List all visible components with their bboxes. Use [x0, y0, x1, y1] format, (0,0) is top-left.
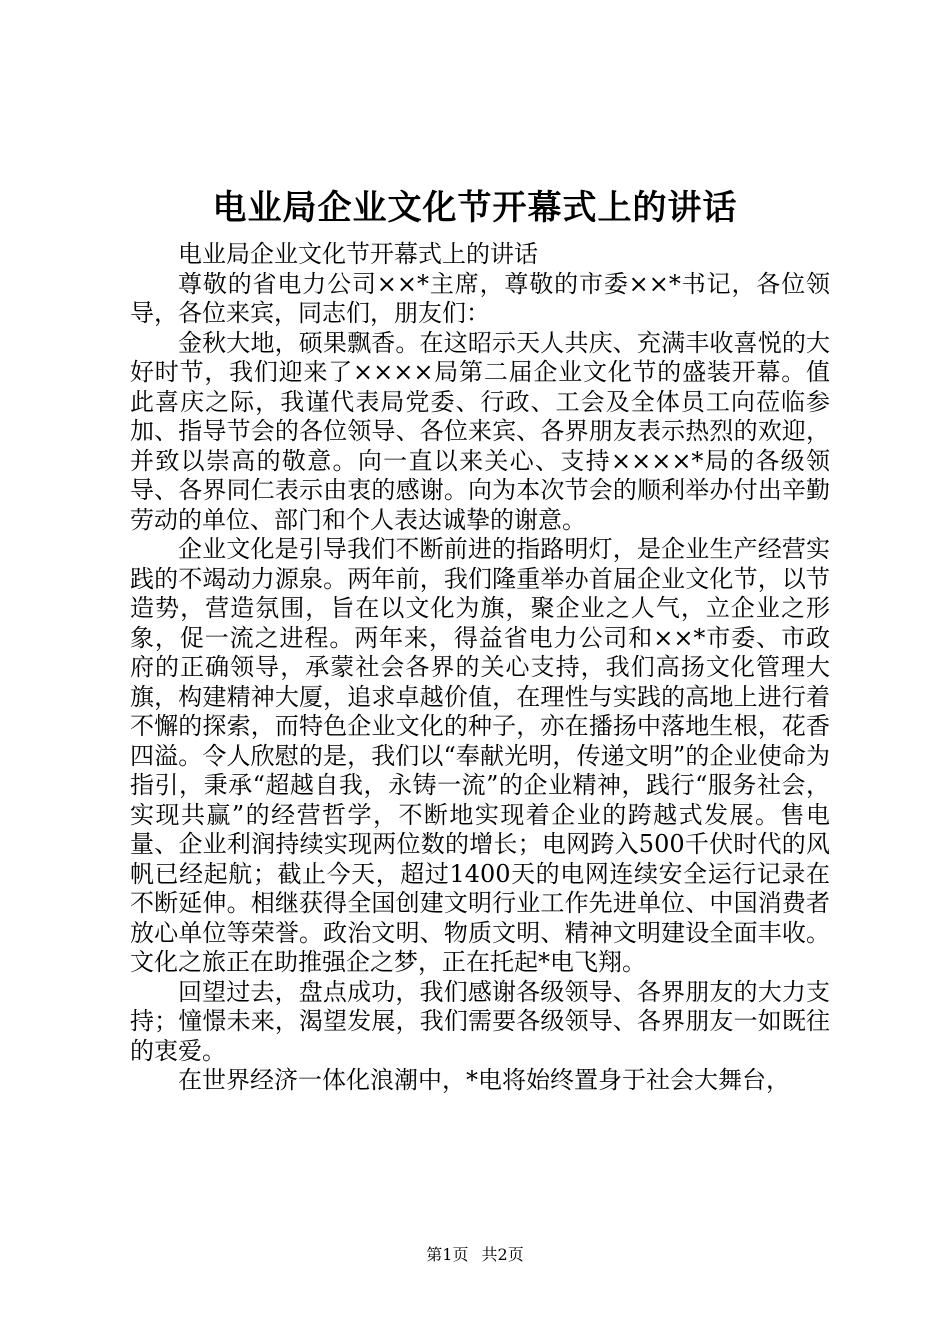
page-footer — [0, 1244, 950, 1266]
page-total: 共2页 — [481, 1245, 524, 1264]
paragraph-welcome: 金秋大地，硕果飘香。在这昭示天人共庆、充满丰收喜悦的大好时节，我们迎来了××××局第二届企业文化节的盛装开幕。值此喜庆之际，我谨代表局党委、行政、工会及全体员工向莅临参加、指导节会的各位领导、各位来宾、各界朋友表示热烈的欢迎，并致以崇高的敬意。向一直以来关心、支持××××*局的各级领导、各界同仁表示由衷的感谢。向为本次节会的顺利举办付出辛勤劳动的单位、部门和个人表达诚挚的谢意。 — [130, 328, 830, 534]
paragraph-culture: 企业文化是引导我们不断前进的指路明灯，是企业生产经营实践的不竭动力源泉。两年前，我们隆重举办首届企业文化节，以节造势，营造氛围，旨在以文化为旗，聚企业之人气，立企业之形象，促一流之进程。两年来，得益省电力公司和××*市委、市政府的正确领导，承蒙社会各界的关心支持，我们高扬文化管理大旗，构建精神大厦，追求卓越价值，在理性与实践的高地上进行着不懈的探索，而特色企业文化的种子，亦在播扬中落地生根，花香四溢。令人欣慰的是，我们以“奉献光明，传递文明”的企业使命为指引，秉承“超越自我，永铸一流”的企业精神，践行“服务社会，实现共赢”的经营哲学，不断地实现着企业的跨越式发展。售电量、企业利润持续实现两位数的增长；电网跨入500千伏时代的风帆已经起航；截止今天，超过1400天的电网连续安全运行记录在不断延伸。相继获得全国创建文明行业工作先进单位、中国消费者放心单位等荣誉。政治文明、物质文明、精神文明建设全面丰收。文化之旅正在助推强企之梦，正在托起*电飞翔。 — [130, 535, 830, 976]
paragraph-outlook: 在世界经济一体化浪潮中，*电将始终置身于社会大舞台， — [178, 1066, 790, 1094]
paragraph-subtitle: 电业局企业文化节开幕式上的讲话 — [178, 240, 538, 268]
document-body — [130, 240, 830, 1096]
document-title: 电业局企业文化节开幕式上的讲话 — [212, 188, 738, 228]
paragraph-salutation: 尊敬的省电力公司××*主席，尊敬的市委××*书记，各位领导，各位来宾，同志们，朋友们： — [130, 269, 830, 327]
paragraph-review: 回望过去，盘点成功，我们感谢各级领导、各界朋友的大力支持；憧憬未来，渴望发展，我们需要各级领导、各界朋友一如既往的衷爱。 — [130, 977, 830, 1065]
page-number: 第1页 — [426, 1245, 469, 1264]
